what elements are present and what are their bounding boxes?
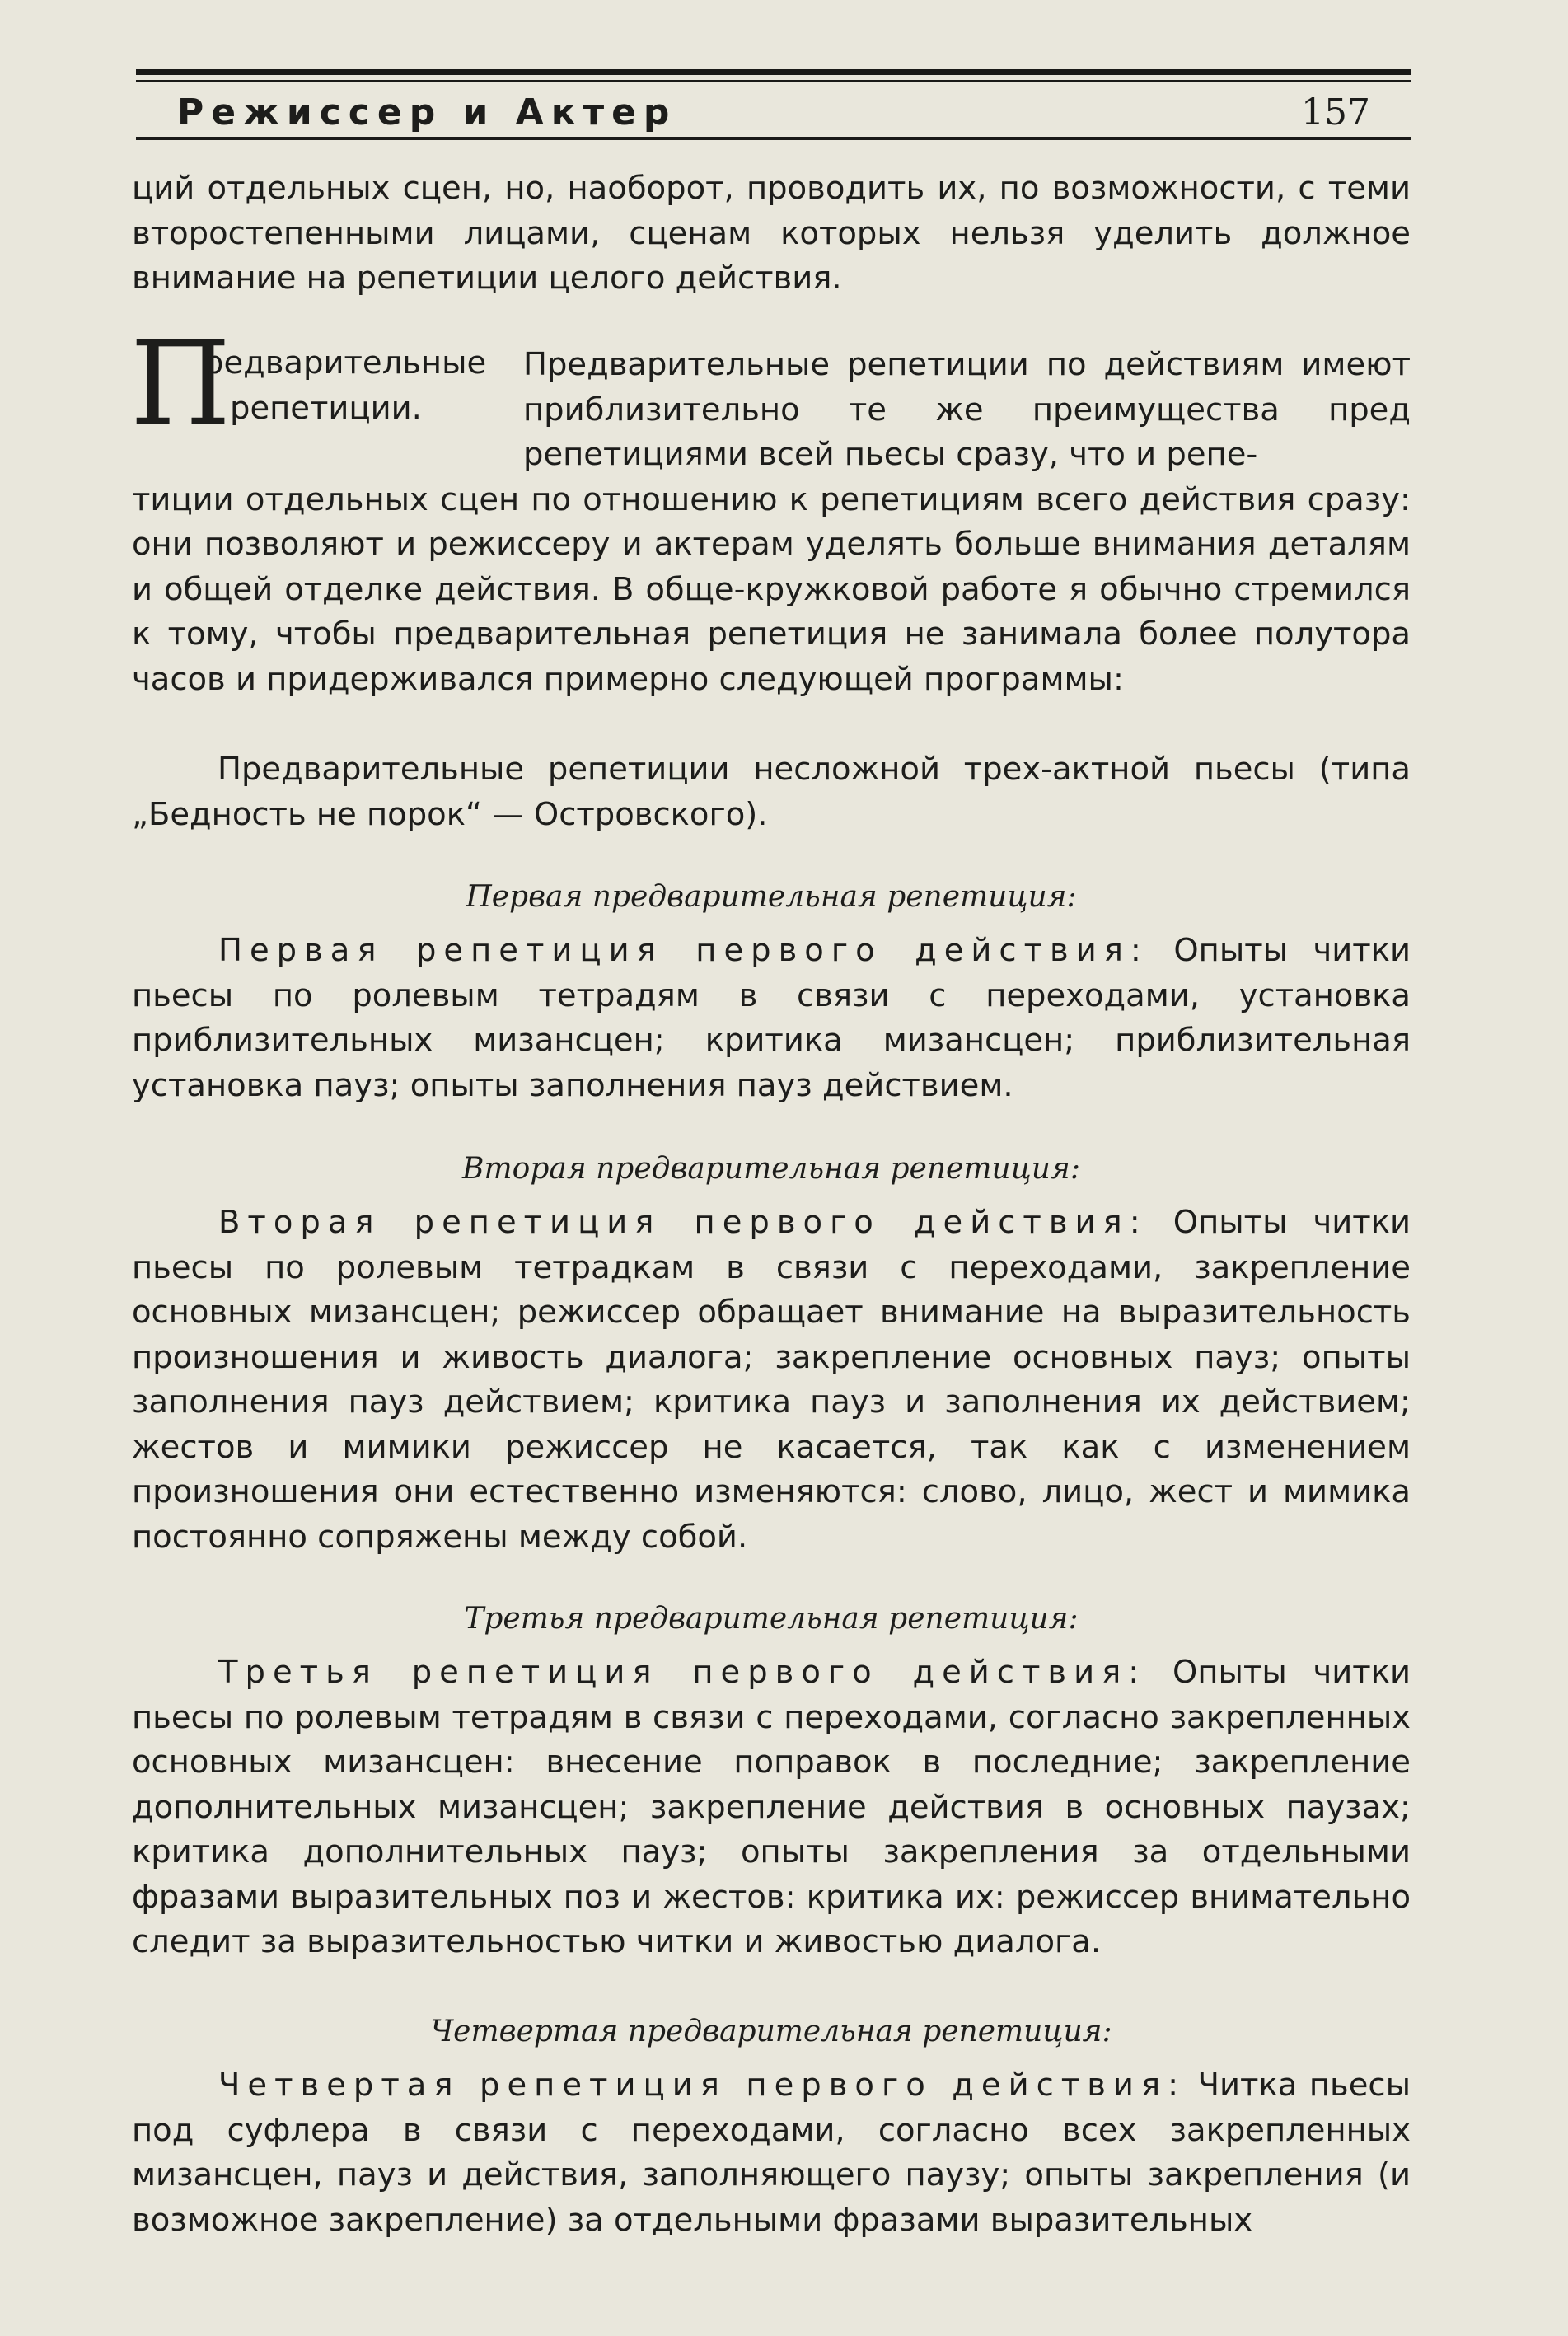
- header-underline: [136, 137, 1411, 140]
- section-lead-3: Третья репетиция первого действия:: [218, 1654, 1147, 1691]
- page-number: 157: [1301, 91, 1370, 133]
- section-body-3: [132, 1650, 1411, 1965]
- preliminary-lead: Предварительные репетиции по действиям имеют приблизительно те же преимущества пред репетициями всей пьесы сразу, что и репе-: [523, 346, 1411, 473]
- header-rule-thick: [136, 69, 1411, 75]
- side-heading-line-2: репетиции.: [230, 389, 422, 427]
- section-heading-4: Четвертая предварительная репетиция:: [430, 2015, 1112, 2048]
- section-text-2: Опыты читки пьесы по ролевым тетрадкам в связи с переходами, закрепление основных мизансцен; режиссер обращает внимание на выразительность произношения и живость диалога; закрепление основных пауз; опыты заполнения пауз действием; критика пауз и заполнения их действием; жестов и мимики режиссер не касается, так как с изменением произношения они естественно изменяются: слово, лицо, жест и мимика постоянно сопряжены между собой.: [132, 1204, 1411, 1556]
- preliminary-rehearsals-paragraph: [132, 343, 1411, 702]
- section-heading-2: Вторая предварительная репетиция:: [462, 1152, 1080, 1186]
- preliminary-body: тиции отдельных сцен по отношению к репетициям всего действия сразу: они позволяют и режиссеру и актерам уделять больше внимания деталям и общей отделке действия. В обще-кружковой работе я обычно стремился к тому, чтобы предварительная репетиция не занимала более полутора часов и придерживался примерно следующей программы:: [132, 480, 1411, 698]
- side-heading-line-1: редварительные: [204, 344, 487, 382]
- section-lead-4: Четвертая репетиция первого действия:: [218, 2067, 1187, 2104]
- section-text-3: Опыты читки пьесы по ролевым тетрадям в связи с переходами, согласно закрепленных основных мизансцен: внесение поправок в последние; закрепление дополнительных мизансцен; закрепление действия в основных паузах; критика дополнительных пауз; опыты закрепления за отдельными фразами выразительных поз и жестов: критика их: режиссер внимательно следит за выразительностью читки и живостью диалога.: [132, 1654, 1411, 1960]
- section-lead-1: Первая репетиция первого действия:: [218, 932, 1149, 969]
- section-body-2: [132, 1201, 1411, 1560]
- drop-cap: П: [130, 317, 232, 452]
- section-heading-3: Третья предварительная репетиция:: [464, 1602, 1079, 1636]
- header-rule-thin: [136, 80, 1411, 82]
- program-intro: Предварительные репетиции несложной трех-актной пьесы (типа „Бедность не порок“ — Островского).: [132, 751, 1411, 833]
- section-body-4: [132, 2063, 1411, 2243]
- continuation-paragraph: ций отдельных сцен, но, наоборот, проводить их, по возможности, с теми второстепенными лицами, сценам которых нельзя уделить должное внимание на репетиции целого действия.: [132, 170, 1411, 297]
- section-lead-2: Вторая репетиция первого действия:: [218, 1204, 1148, 1241]
- running-header: [136, 89, 1411, 137]
- section-text-4: Читка пьесы под суфлера в связи с переходами, согласно всех закрепленных мизансцен, пауз и действия, заполняющего паузу; опыты закрепления (и возможное закрепление) за отдельными фразами выразительных: [132, 2067, 1411, 2239]
- running-title: Режиссер и Актер: [177, 91, 677, 133]
- section-body-1: [132, 929, 1411, 1108]
- section-text-1: Опыты читки пьесы по ролевым тетрадям в связи с переходами, установка приблизительных мизансцен; критика мизансцен; приблизительная установка пауз; опыты заполнения пауз действием.: [132, 932, 1411, 1104]
- section-heading-1: Первая предварительная репетиция:: [466, 880, 1077, 914]
